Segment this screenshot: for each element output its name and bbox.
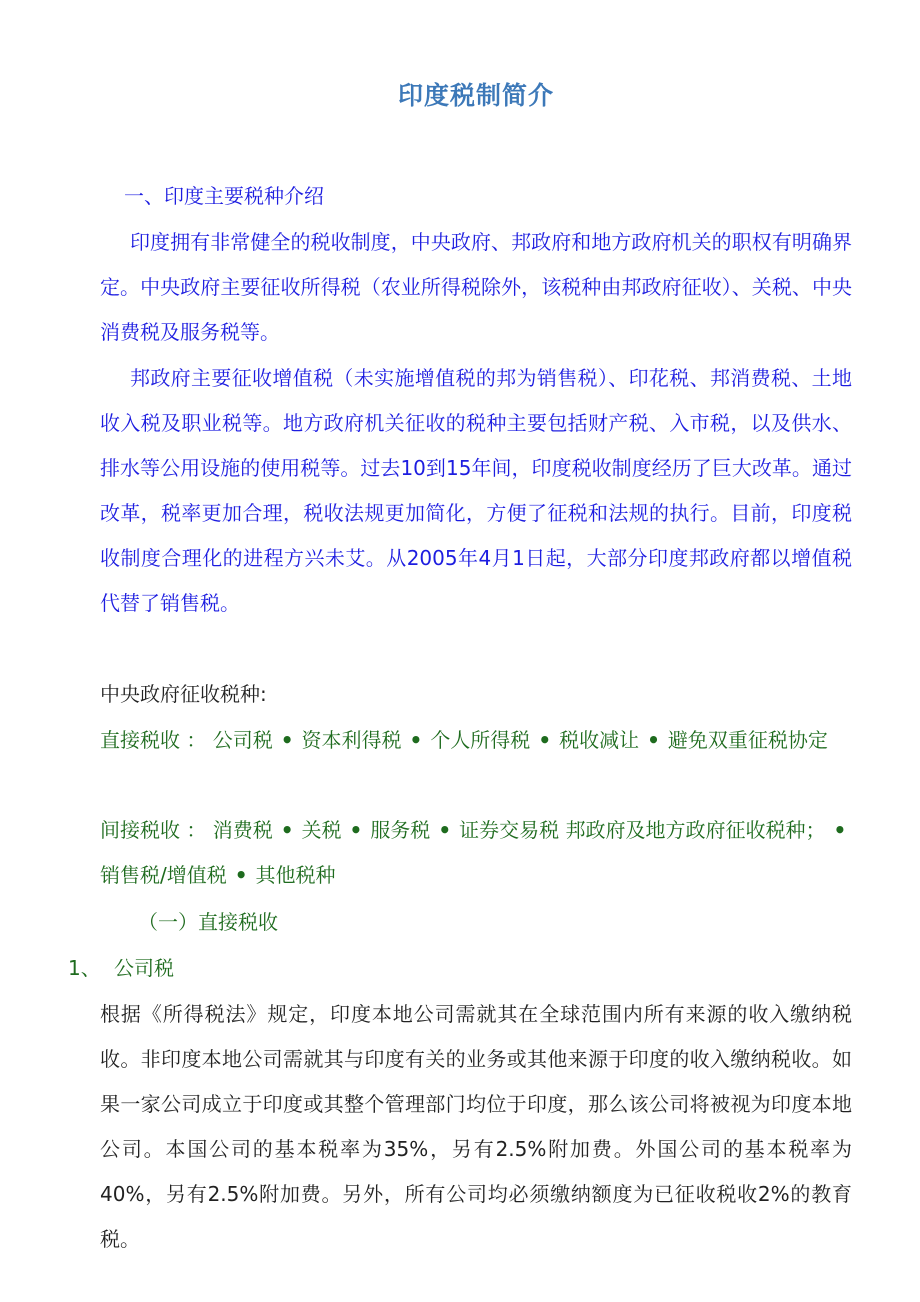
indirect-tax-item: 销售税/增值税 <box>100 863 227 887</box>
bullet-icon: • <box>234 863 248 887</box>
paragraph-2: 邦政府主要征收增值税（未实施增值税的邦为销售税）、印花税、邦消费税、土地收入税及职业税等。地方政府机关征收的税种主要包括财产税、入市税，以及供水、排水等公用设施的使用税等。过去10到15年间，印度税收制度经历了巨大改革。通过改革，税率更加合理，税收法规更加简化，方便了征税和法规的执行。目前，印度税收制度合理化的进程方兴未艾。从2005年4月1日起，大部分印度邦政府都以增值税代替了销售税。 <box>100 366 852 615</box>
bullet-icon: • <box>409 728 423 752</box>
bullet-icon: • <box>438 818 452 842</box>
indirect-tax-item: 其他税种 <box>255 863 336 887</box>
central-taxes-label: 中央政府征收税种: <box>100 682 267 706</box>
item-number: 1、 <box>68 956 101 980</box>
paragraph-3: 根据《所得税法》规定，印度本地公司需就其在全球范围内所有来源的收入缴纳税收。非印度本地公司需就其与印度有关的业务或其他来源于印度的收入缴纳税收。如果一家公司成立于印度或其整个管理部门均位于印度，那么该公司将被视为印度本地公司。本国公司的基本税率为35%，另有2.5%附加费。外国公司的基本税率为40%，另有2.5%附加费。另外，所有公司均必须缴纳额度为已征收税收2%的教育税。 <box>100 1002 852 1251</box>
direct-tax-item: 个人所得税 <box>430 728 531 752</box>
bullet-icon: • <box>647 728 660 752</box>
item-heading <box>68 946 174 991</box>
bullet-icon: • <box>349 818 363 842</box>
paragraph-1: 印度拥有非常健全的税收制度，中央政府、邦政府和地方政府机关的职权有明确界定。中央政府主要征收所得税（农业所得税除外，该税种由邦政府征收）、关税、中央消费税及服务税等。 <box>100 230 852 344</box>
direct-tax-item: 避免双重征税协定 <box>667 728 828 752</box>
indirect-tax-item: 证券交易税 邦政府及地方政府征收税种； <box>459 818 826 842</box>
bullet-icon: • <box>280 728 294 752</box>
indirect-taxes-line <box>100 808 860 898</box>
direct-taxes-label: 直接税收 ： <box>100 728 207 752</box>
indirect-tax-item: 关税 <box>301 818 342 842</box>
bullet-icon: • <box>833 818 847 842</box>
bullet-icon: • <box>538 728 552 752</box>
direct-tax-item: 资本利得税 <box>301 728 402 752</box>
indirect-tax-item: 消费税 <box>212 818 273 842</box>
subsection-heading: （一）直接税收 <box>138 910 278 934</box>
indirect-tax-item: 服务税 <box>370 818 431 842</box>
document-title: 印度税制简介 <box>397 81 554 110</box>
indirect-taxes-label: 间接税收 ： <box>100 818 207 842</box>
direct-tax-item: 公司税 <box>212 728 273 752</box>
item-title: 公司税 <box>114 956 174 980</box>
direct-taxes-line <box>100 718 860 763</box>
section-heading: 一、印度主要税种介绍 <box>124 184 324 208</box>
bullet-icon: • <box>280 818 294 842</box>
direct-tax-item: 税收减让 <box>559 728 640 752</box>
